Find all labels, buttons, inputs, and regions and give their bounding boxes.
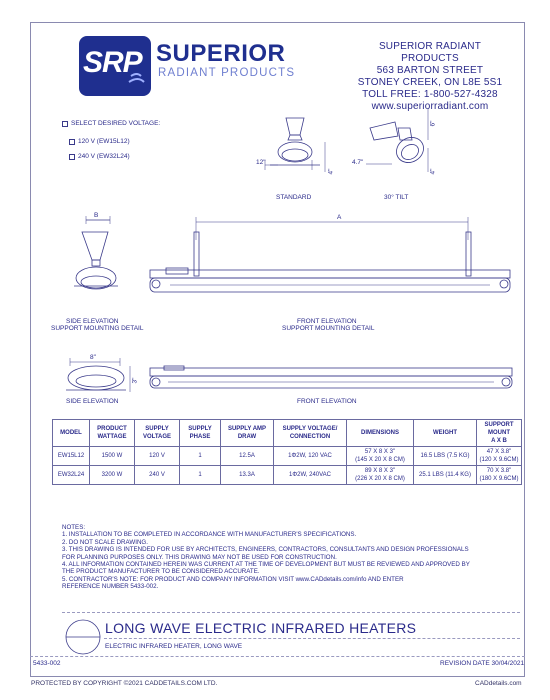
note-line: 1. INSTALLATION TO BE COMPLETED IN ACCORDANCE WITH MANUFACTURER'S SPECIFICATIONS. xyxy=(62,531,357,539)
header-weight: WEIGHT xyxy=(414,420,477,447)
voltage-240-label: 240 V (EW32L24) xyxy=(78,153,130,160)
dim-side-height: 3" xyxy=(131,377,139,384)
front-elevation-drawing xyxy=(150,366,512,388)
header-phase: SUPPLY PHASE xyxy=(180,420,221,447)
reference-number: 5433-002 xyxy=(33,660,61,667)
table-row xyxy=(53,447,522,466)
header-wattage: PRODUCT WATTAGE xyxy=(90,420,135,447)
dim-mount-b: B xyxy=(94,212,99,219)
header-support-mount: SUPPORT MOUNT A X B xyxy=(477,420,522,447)
side-support-drawing xyxy=(74,216,118,289)
table-row xyxy=(53,466,522,485)
dim-tilt-width: 4.7" xyxy=(352,159,364,166)
header-dimensions: DIMENSIONS xyxy=(347,420,414,447)
table-cell: 1 xyxy=(180,447,221,466)
note-line: 4. ALL INFORMATION CONTAINED HEREIN WAS CURRENT AT THE TIME OF DEVELOPMENT BUT MUST BE REVIEWED AND APPROVED BY xyxy=(62,561,470,569)
company-name: SUPERIOR RADIANT PRODUCTS xyxy=(378,41,482,64)
table-cell: 12.5A xyxy=(221,447,274,466)
title-divider-mid xyxy=(104,638,520,639)
header-connection: SUPPLY VOLTAGE/ CONNECTION xyxy=(274,420,347,447)
tilt-view-drawing xyxy=(366,108,428,172)
voltage-120-label: 120 V (EW15L12) xyxy=(78,138,130,145)
table-cell: EW15L12 xyxy=(53,447,90,466)
label-front-support-1: FRONT ELEVATION xyxy=(297,318,357,325)
company-phone: TOLL FREE: 1-800-527-4328 xyxy=(362,89,498,100)
header-amp: SUPPLY AMP DRAW xyxy=(221,420,274,447)
title-circle-icon xyxy=(63,617,103,657)
notes-heading: NOTES: xyxy=(62,524,86,531)
voltage-heading: SELECT DESIRED VOLTAGE: xyxy=(71,120,161,127)
note-line: 5. CONTRACTOR'S NOTE: FOR PRODUCT AND COMPANY INFORMATION VISIT www.CADdetails.com/info AND ENTER xyxy=(62,575,404,583)
label-tilt: 30° TILT xyxy=(384,194,409,201)
front-support-drawing xyxy=(150,217,510,292)
label-side-support-2: SUPPORT MOUNTING DETAIL xyxy=(51,325,144,332)
label-front-elevation: FRONT ELEVATION xyxy=(297,398,357,405)
standard-view-drawing xyxy=(265,118,325,172)
title-divider-bottom xyxy=(30,656,525,657)
revision-date: REVISION DATE 30/04/2021 xyxy=(440,660,525,667)
table-cell: EW32L24 xyxy=(53,466,90,485)
table-cell: 1 xyxy=(180,466,221,485)
label-front-support-2: SUPPORT MOUNTING DETAIL xyxy=(282,325,375,332)
table-cell: 89 X 8 X 3" (226 X 20 X 8 CM) xyxy=(347,466,414,485)
copyright-text: PROTECTED BY COPYRIGHT ©2021 CADDETAILS.COM LTD. xyxy=(31,680,218,687)
note-line: 2. DO NOT SCALE DRAWING. xyxy=(62,538,148,546)
header-voltage: SUPPLY VOLTAGE xyxy=(135,420,180,447)
table-cell: 1Φ2W, 120 VAC xyxy=(274,447,347,466)
table-cell: 47 X 3.8" (120 X 9.6CM) xyxy=(477,447,522,466)
table-cell: 240 V xyxy=(135,466,180,485)
spec-table-header-row xyxy=(53,420,522,447)
notes-section xyxy=(62,524,470,591)
title-divider-top xyxy=(62,612,520,613)
logo-mark-text: SRP xyxy=(83,46,142,79)
label-side-support-1: SIDE ELEVATION xyxy=(66,318,119,325)
table-cell: 3200 W xyxy=(90,466,135,485)
dim-std-width: 12" xyxy=(256,159,266,166)
note-line: THE PRODUCT MANUFACTURER TO BE CONSIDERED ACCURATE. xyxy=(62,568,260,576)
dim-mount-a: A xyxy=(337,214,342,221)
caddetails-link[interactable]: CADdetails.com xyxy=(475,680,522,687)
note-line: 3. THIS DRAWING IS INTENDED FOR USE BY ARCHITECTS, ENGINEERS, CONTRACTORS, CONSULTANTS AND DESIGN PROFESSIONALS xyxy=(62,546,469,554)
label-standard: STANDARD xyxy=(276,194,312,201)
drawing-subtitle: ELECTRIC INFRARED HEATER, LONG WAVE xyxy=(105,643,243,650)
table-cell: 13.3A xyxy=(221,466,274,485)
dim-tilt-height: 4" xyxy=(429,168,437,175)
table-cell: 57 X 8 X 3" (145 X 20 X 8 CM) xyxy=(347,447,414,466)
spec-table xyxy=(52,419,522,485)
dim-std-height: 4" xyxy=(327,168,335,175)
table-cell: 16.5 LBS (7.5 KG) xyxy=(414,447,477,466)
table-cell: 1500 W xyxy=(90,447,135,466)
dim-tilt-top: 6" xyxy=(429,120,437,127)
note-line: REFERENCE NUMBER 5433-002. xyxy=(62,583,159,591)
label-side-elevation: SIDE ELEVATION xyxy=(66,398,119,405)
side-elevation-drawing xyxy=(66,358,130,392)
table-cell: 70 X 3.8" (180 X 9.6CM) xyxy=(477,466,522,485)
note-line: FOR PLANNING PURPOSES ONLY. THIS DRAWING MAY NOT BE USED FOR CONSTRUCTION. xyxy=(62,553,337,561)
table-cell: 120 V xyxy=(135,447,180,466)
company-street: 563 BARTON STREET xyxy=(376,65,484,76)
brand-name: SUPERIOR xyxy=(156,40,286,67)
dim-side-width: 8" xyxy=(90,354,96,361)
company-city: STONEY CREEK, ON L8E 5S1 xyxy=(357,77,503,88)
table-cell: 25.1 LBS (11.4 KG) xyxy=(414,466,477,485)
brand-subtitle: RADIANT PRODUCTS xyxy=(158,67,296,79)
company-website: www.superiorradiant.com xyxy=(371,101,489,112)
header-model: MODEL xyxy=(53,420,90,447)
drawing-title: LONG WAVE ELECTRIC INFRARED HEATERS xyxy=(105,620,417,636)
table-cell: 1Φ2W, 240VAC xyxy=(274,466,347,485)
